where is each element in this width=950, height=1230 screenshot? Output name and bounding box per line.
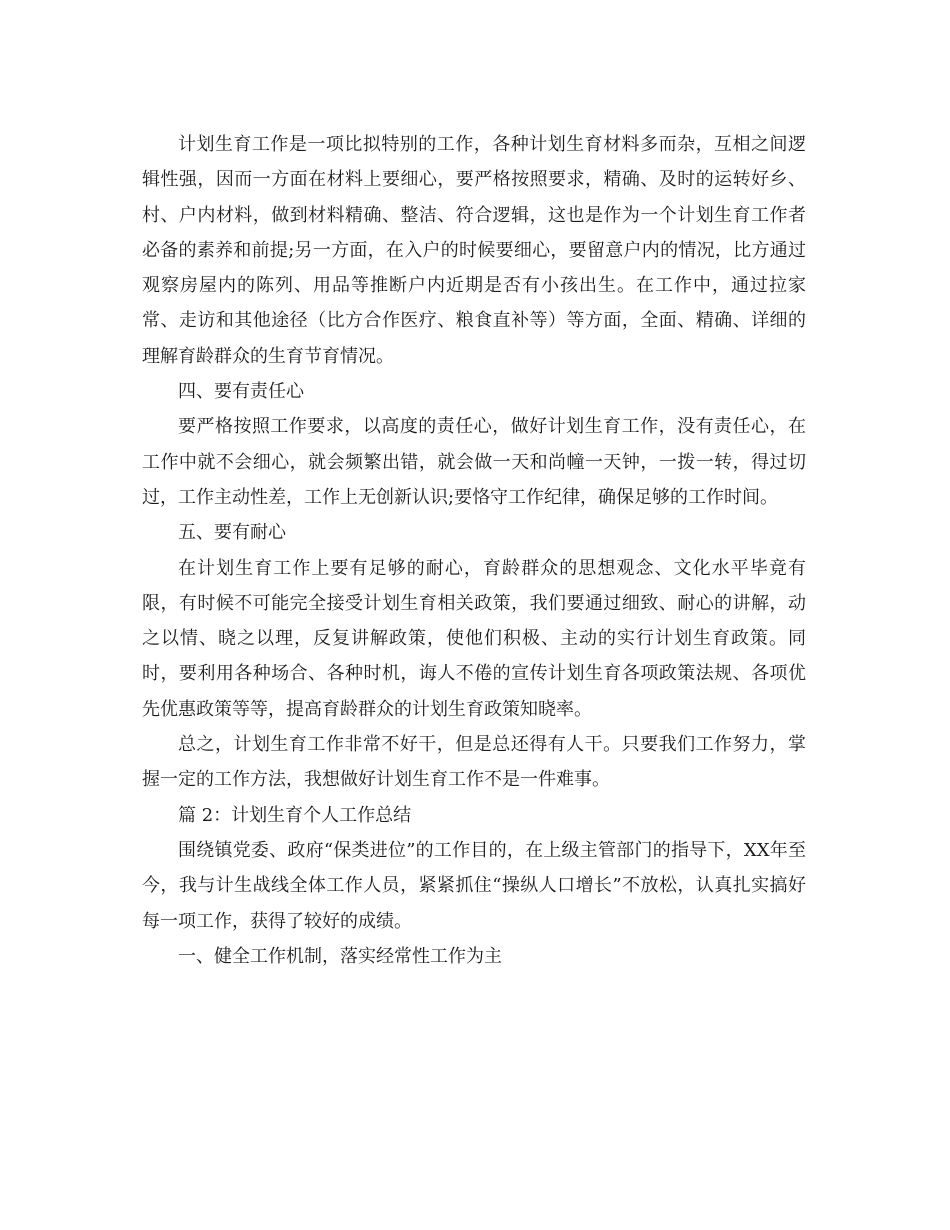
document-body bbox=[142, 127, 806, 974]
paragraph-conclusion: 总之，计划生育工作非常不好干，但是总还得有人干。只要我们工作努力，掌握一定的工作方法，我想做好计划生育工作不是一件难事。 bbox=[142, 734, 806, 791]
paragraph-intro-part-2: 围绕镇党委、政府“保类进位”的工作目的，在上级主管部门的指导下，XX年至今，我与计生战线全体工作人员，紧紧抓住“操纵人口增长”不放松，认真扎实搞好每一项工作，获得了较好的成绩。 bbox=[142, 839, 806, 932]
section-heading-work-mechanism: 一、健全工作机制，落实经常性工作为主 bbox=[178, 945, 502, 967]
section-heading-patience: 五、要有耐心 bbox=[178, 522, 286, 544]
paragraph-responsibility: 要严格按照工作要求，以高度的责任心，做好计划生育工作，没有责任心，在工作中就不会细心，就会频繁出错，就会做一天和尚幢一天钟，一拨一转，得过切过，工作主动性差，工作上无创新认识;要恪守工作纪律，确保足够的工作时间。 bbox=[142, 416, 806, 508]
paragraph-attentive-work: 计划生育工作是一项比拟特别的工作，各种计划生育材料多而杂，互相之间逻辑性强，因而一方面在材料上要细心，要严格按照要求，精确、及时的运转好乡、村、户内材料，做到材料精确、整洁、符合逻辑，这也是作为一个计划生育工作者必备的素养和前提;另一方面，在入户的时候要细心，要留意户内的情况，比方通过观察房屋内的陈列、用品等推断户内近期是否有小孩出生。在工作中，通过拉家常、走访和其他途径（比方合作医疗、粮食直补等）等方面，全面、精确、详细的理解育龄群众的生育节育情况。 bbox=[142, 134, 806, 367]
section-heading-responsibility: 四、要有责任心 bbox=[178, 381, 304, 403]
paragraph-patience: 在计划生育工作上要有足够的耐心，育龄群众的思想观念、文化水平毕竟有限，有时候不可能完全接受计划生育相关政策，我们要通过细致、耐心的讲解，动之以情、晓之以理，反复讲解政策，使他们积极、主动的实行计划生育政策。同时，要利用各种场合、各种时机，诲人不倦的宣传计划生育各项政策法规、各项优先优惠政策等等，提高育龄群众的计划生育政策知晓率。 bbox=[142, 557, 806, 720]
article-title-part-2: 篇 2：计划生育个人工作总结 bbox=[178, 804, 412, 826]
